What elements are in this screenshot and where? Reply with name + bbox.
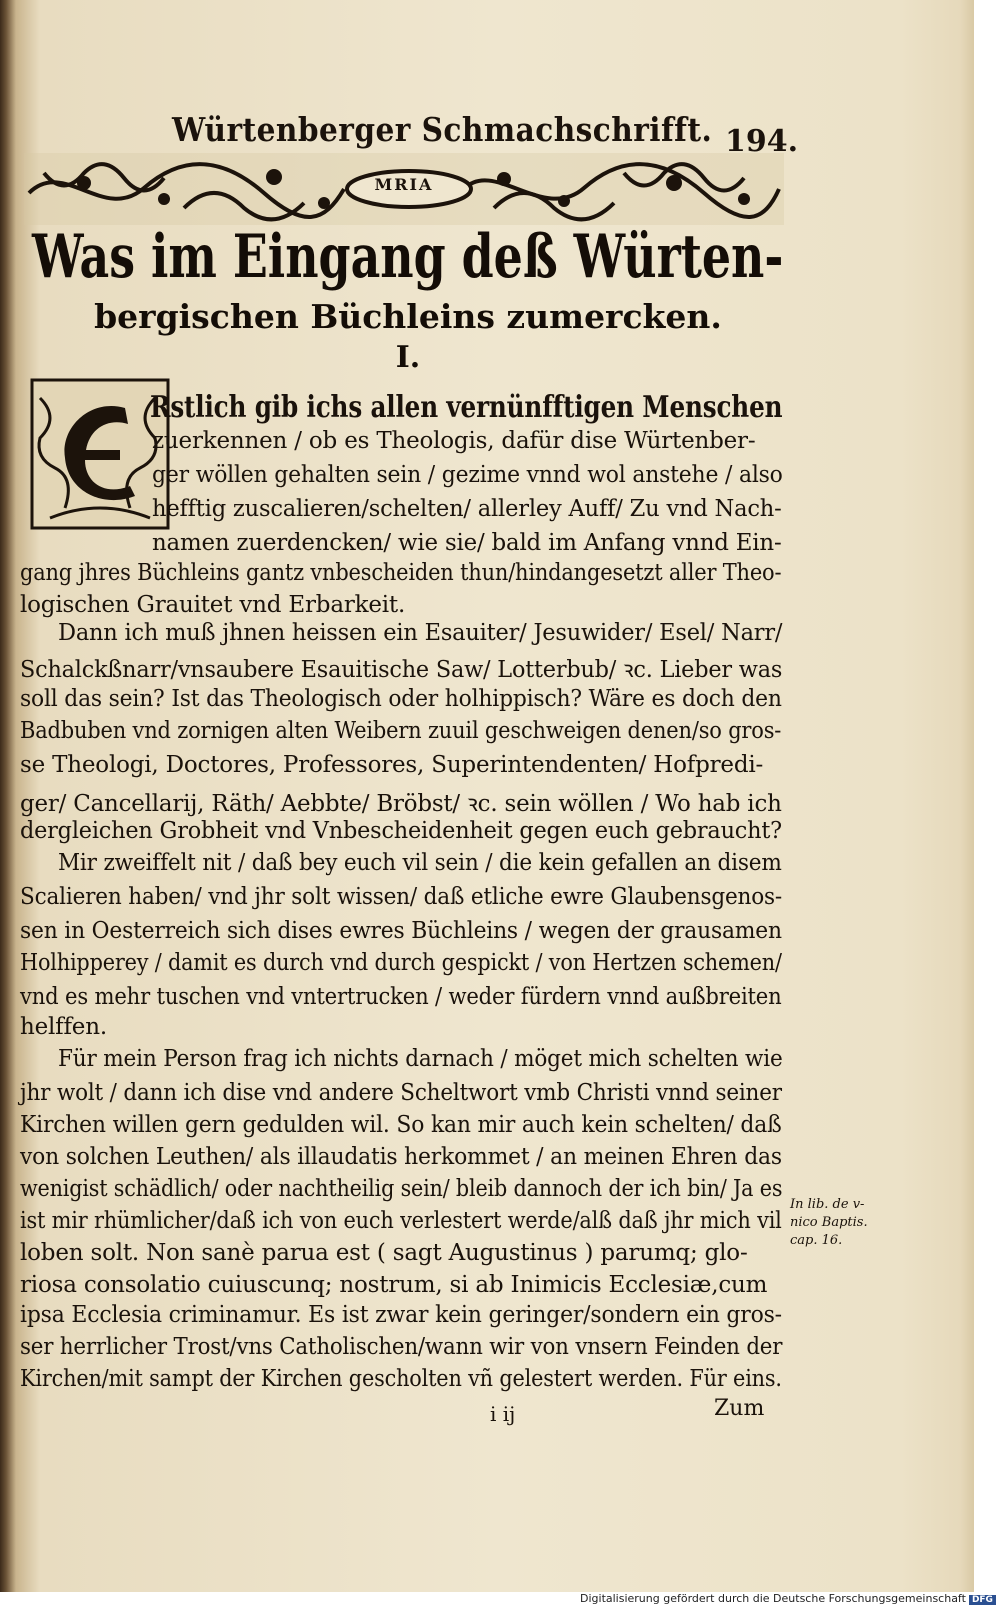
- marginal-note-line: cap. 16.: [790, 1233, 843, 1248]
- body-line: Rstlich gib ichs allen vernünfftigen Menschen: [150, 390, 783, 425]
- body-line: hefftig zuscalieren/schelten/ allerley Auff/ Zu vnd Nach-: [152, 496, 782, 522]
- page-number: 194.: [725, 124, 799, 159]
- body-line: dergleichen Grobheit vnd Vnbescheidenheit gegen euch gebraucht?: [20, 818, 782, 844]
- body-line: zuerkennen / ob es Theologis, dafür dise Würtenber-: [152, 428, 756, 454]
- body-line: Kirchen willen gern gedulden wil. So kan mir auch kein schelten/ daß: [20, 1112, 782, 1138]
- body-line: vnd es mehr tuschen vnd vntertrucken / weder fürdern vnnd außbreiten: [20, 984, 782, 1010]
- body-line: Für mein Person frag ich nichts darnach / möget mich schelten wie: [58, 1046, 783, 1072]
- body-line: loben solt. Non sanè parua est ( sagt Augustinus ) parumq; glo-: [20, 1240, 748, 1266]
- body-line: von solchen Leuthen/ als illaudatis herkommet / an meinen Ehren das: [20, 1144, 782, 1170]
- body-line: soll das sein? Ist das Theologisch oder holhippisch? Wäre es doch den: [20, 686, 782, 712]
- body-line: riosa consolatio cuiuscunq; nostrum, si ab Inimicis Ecclesiæ,cum: [20, 1272, 768, 1298]
- chapter-title-line-2: bergischen Büchleins zumercken.: [94, 297, 722, 336]
- body-line: jhr wolt / dann ich dise vnd andere Scheltwort vmb Christi vnnd seiner: [20, 1080, 782, 1106]
- digitization-footer: [580, 1592, 996, 1605]
- body-line: se Theologi, Doctores, Professores, Superintendenten/ Hofpredi-: [20, 752, 764, 778]
- body-line: Holhipperey / damit es durch vnd durch gespickt / von Hertzen schemen/: [20, 950, 782, 976]
- footer-credit: Digitalisierung gefördert durch die Deutsche Forschungsgemeinschaft: [580, 1592, 966, 1605]
- marginal-note-line: nico Baptis.: [790, 1215, 868, 1230]
- marginal-note: [790, 1196, 868, 1250]
- body-line: gang jhres Büchleins gantz vnbescheiden thun/hindangesetzt aller Theo-: [20, 560, 782, 586]
- body-line: Schalckßnarr/vnsaubere Esauitische Saw/ Lotterbub/ ꝛc. Lieber was: [20, 657, 783, 683]
- body-line: ger wöllen gehalten sein / gezime vnnd wol anstehe / also: [152, 462, 783, 488]
- body-line: ser herrlicher Trost/vns Catholischen/wann wir von vnsern Feinden der: [20, 1334, 783, 1360]
- body-line: helffen.: [20, 1014, 107, 1040]
- catchword: Zum: [714, 1396, 765, 1421]
- body-line: Dann ich muß jhnen heissen ein Esauiter/ Jesuwider/ Esel/ Narr/: [58, 620, 783, 646]
- marginal-note-line: In lib. de v-: [790, 1197, 865, 1212]
- body-line: Kirchen/mit sampt der Kirchen gescholten vñ gelestert werden. Für eins.: [20, 1366, 782, 1392]
- ornament-monogram: MRIA: [374, 175, 434, 194]
- chapter-title-line-1: Was im Eingang deß Würten-: [32, 222, 784, 292]
- body-line: logischen Grauitet vnd Erbarkeit.: [20, 592, 406, 618]
- body-line: namen zuerdencken/ wie sie/ bald im Anfang vnnd Ein-: [152, 530, 782, 556]
- decorated-initial-e-icon: [30, 378, 170, 530]
- body-line: wenigist schädlich/ oder nachtheilig sein/ bleib dannoch der ich bin/ Ja es: [20, 1176, 783, 1202]
- body-line: ist mir rhümlicher/daß ich von euch verlestert werde/alß daß jhr mich vil: [20, 1208, 782, 1234]
- body-line: ger/ Cancellarij, Räth/ Aebbte/ Bröbst/ ꝛc. sein wöllen / Wo hab ich: [20, 791, 782, 817]
- section-number: I.: [395, 340, 421, 375]
- book-page: [12, 0, 974, 1592]
- body-line: ipsa Ecclesia criminamur. Es ist zwar kein geringer/sondern ein gros-: [20, 1302, 782, 1328]
- signature-mark: i ij: [490, 1402, 516, 1426]
- body-line: Scalieren haben/ vnd jhr solt wissen/ daß etliche ewre Glaubensgenos-: [20, 884, 783, 910]
- dfg-logo-badge: DFG: [969, 1595, 996, 1605]
- body-line: Badbuben vnd zornigen alten Weibern zuuil geschweigen denen/so gros-: [20, 718, 782, 744]
- running-head: Würtenberger Schmachschrifft.: [172, 110, 713, 149]
- body-line: Mir zweiffelt nit / daß bey euch vil sein / die kein gefallen an disem: [58, 850, 782, 876]
- body-line: sen in Oesterreich sich dises ewres Büchleins / wegen der grausamen: [20, 918, 782, 944]
